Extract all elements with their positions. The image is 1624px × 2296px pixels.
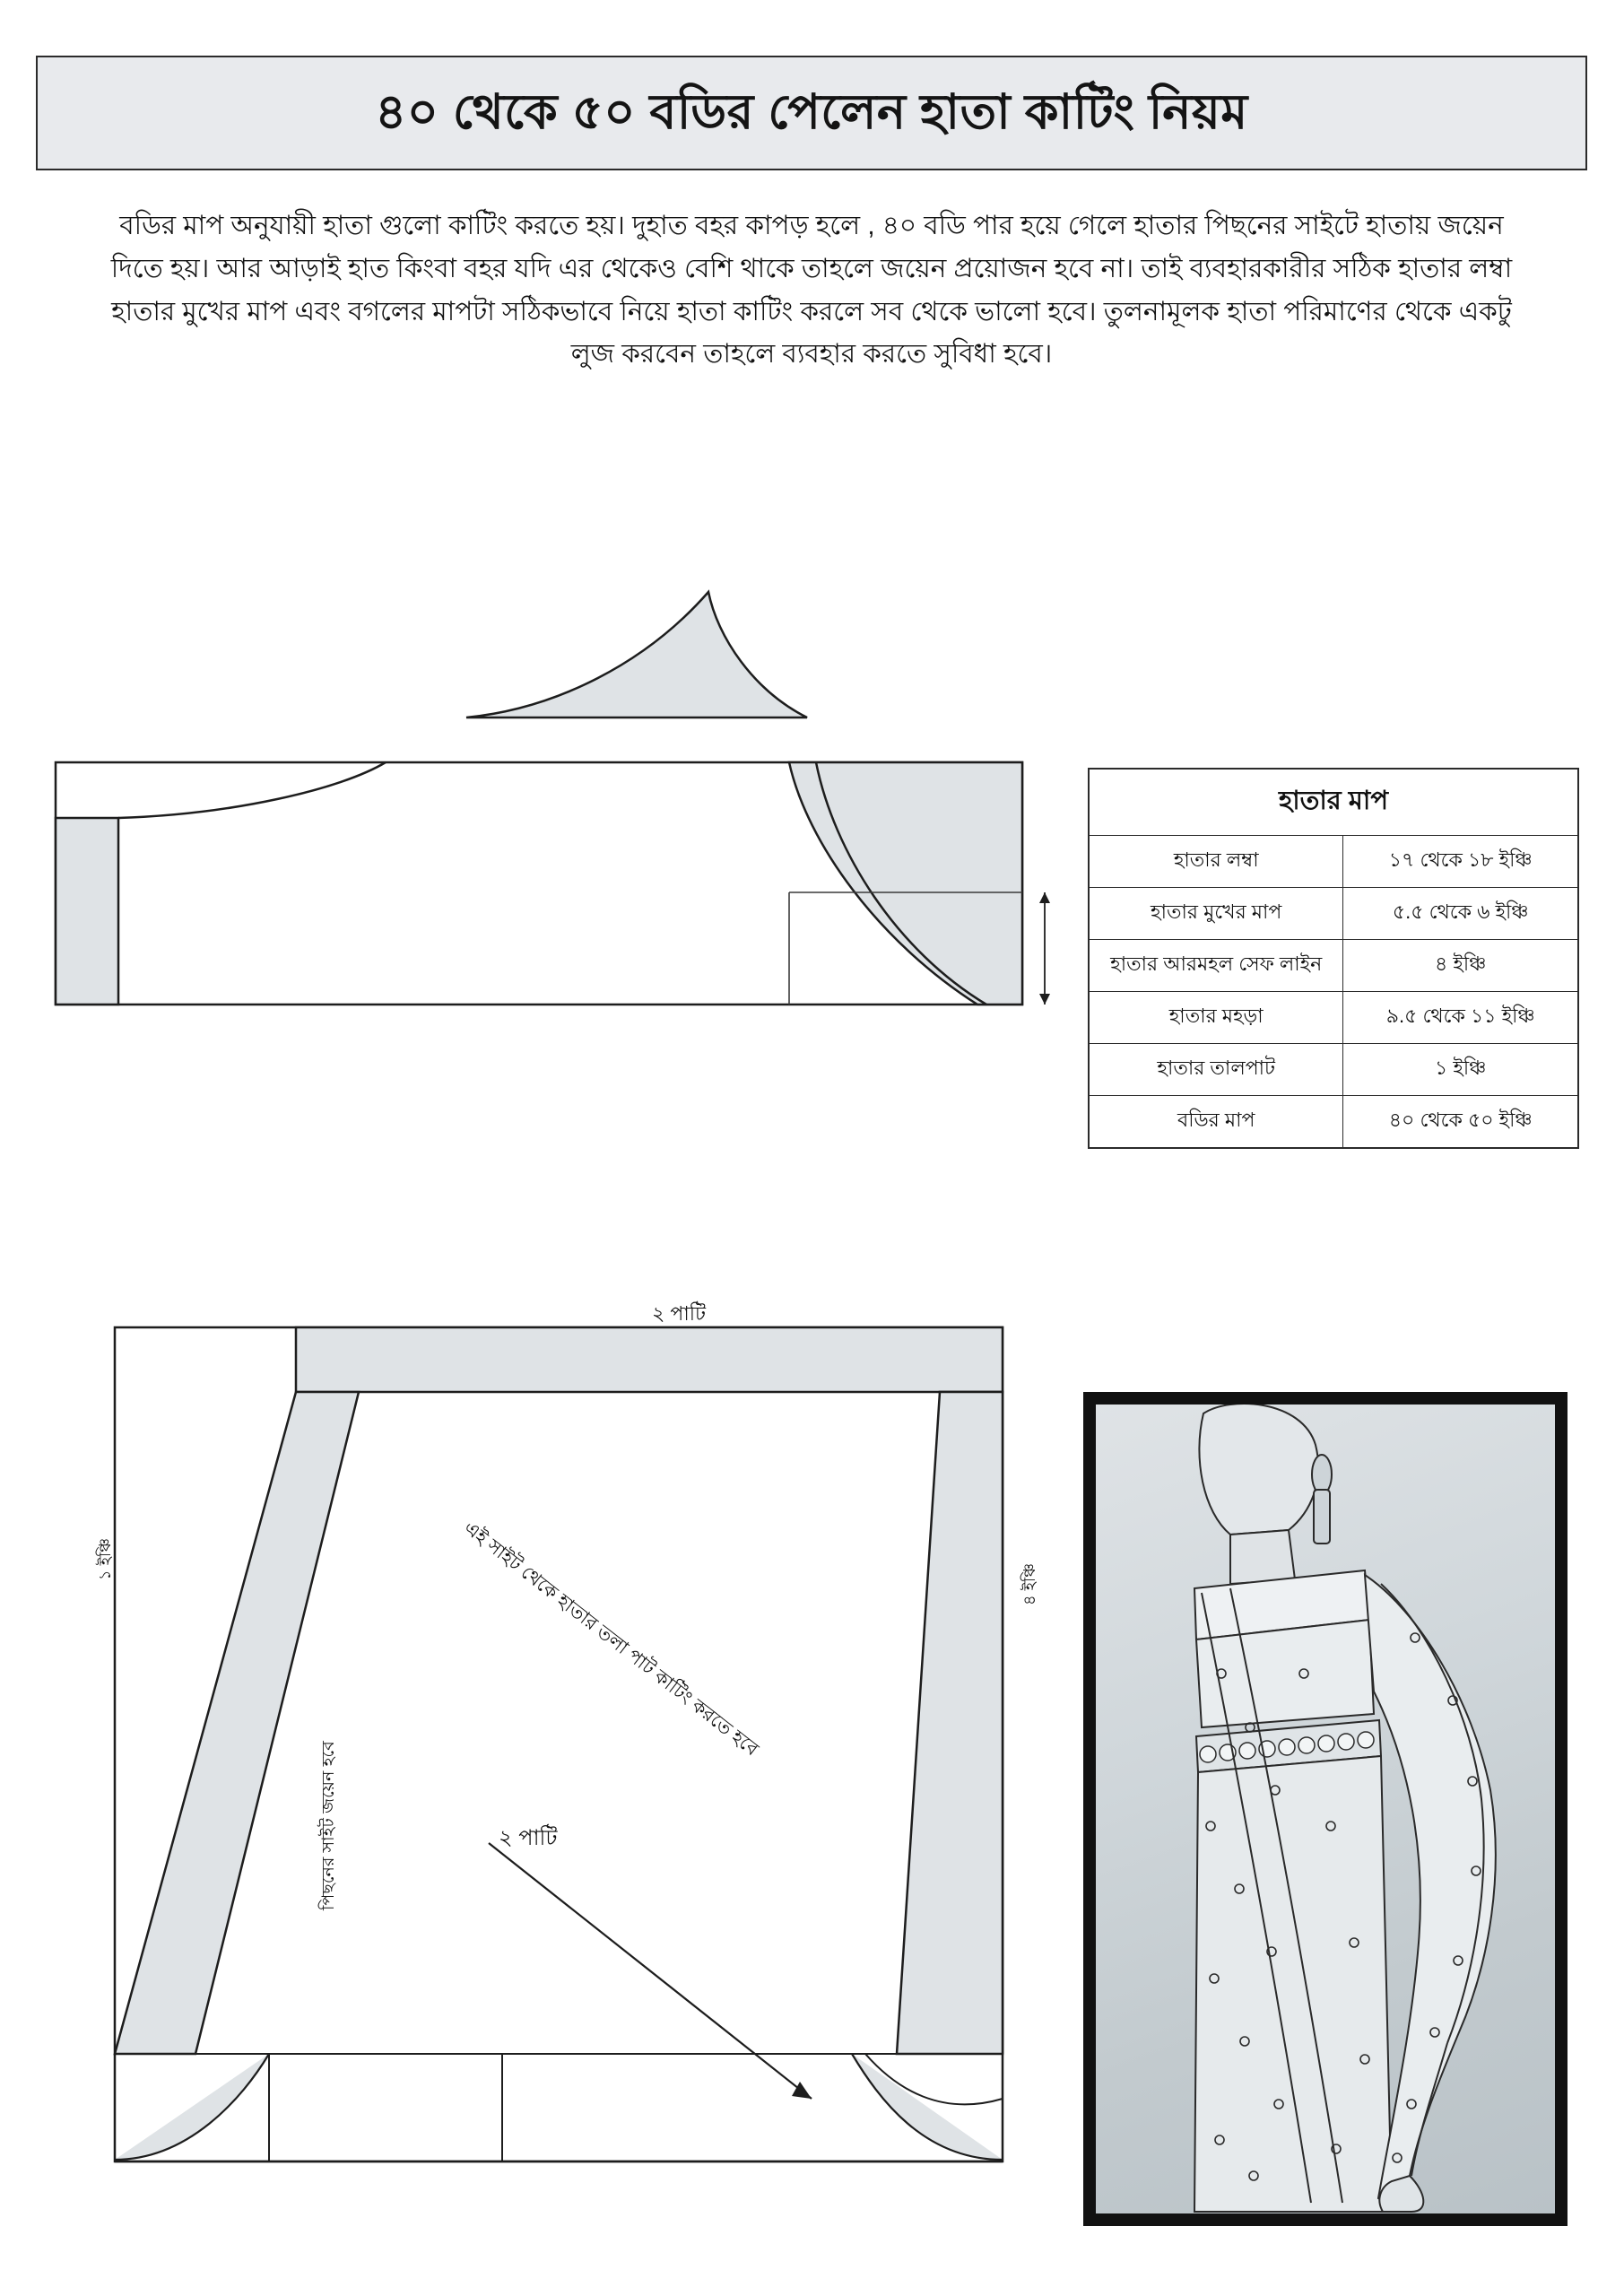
blouse-shape — [1196, 1620, 1374, 1727]
table-row — [1089, 836, 1578, 888]
talpat-piece — [466, 592, 807, 718]
table-cell-label: বডির মাপ — [1089, 1096, 1343, 1149]
table-row — [1089, 1044, 1578, 1096]
talpat-piece-label: ২ পাটি — [652, 1302, 707, 1325]
page-title-bar — [36, 56, 1587, 170]
illustration-figure-svg — [1096, 1405, 1555, 2213]
illustration-photo — [1096, 1405, 1555, 2213]
table-cell-value: ৯.৫ থেকে ১১ ইঞ্চি — [1343, 992, 1578, 1044]
sleeve-pattern-top-svg — [0, 583, 1076, 1211]
side-strip-label: ১ ইঞ্চি — [96, 1538, 114, 1580]
table-cell-label: হাতার লম্বা — [1089, 836, 1343, 888]
table-cell-label: হাতার মহড়া — [1089, 992, 1343, 1044]
table-row — [1089, 888, 1578, 940]
page-title: ৪০ থেকে ৫০ বডির পেলেন হাতা কাটিং নিয়ম — [375, 85, 1248, 140]
table-row — [1089, 992, 1578, 1044]
top-grey-band — [296, 1327, 1003, 1392]
bottom-piece-label: ২ পাটি — [499, 1826, 558, 1850]
left-grey-strip — [56, 818, 118, 1004]
sleeve-pattern-bottom-svg — [0, 1309, 1076, 2215]
bottom-arrow-label: এই সাইট থেকে হাতার তলা পাট কাটিং করতে হবে — [459, 1517, 762, 1761]
table-cell-value: ৫.৫ থেকে ৬ ইঞ্চি — [1343, 888, 1578, 940]
table-cell-value: ৪ ইঞ্চি — [1343, 940, 1578, 992]
bottom-vertical-label: পিছনের সাইট জয়েন হবে — [319, 1741, 338, 1910]
neck-shape — [1230, 1530, 1295, 1584]
table-cell-value: ১৭ থেকে ১৮ ইঞ্চি — [1343, 836, 1578, 888]
table-title: হাতার মাপ — [1089, 769, 1578, 836]
sleeve-pattern-diagram-bottom — [0, 1309, 1076, 2215]
intro-paragraph: বডির মাপ অনুযায়ী হাতা গুলো কাটিং করতে হয়। দুহাত বহর কাপড় হলে , ৪০ বডি পার হয়ে গেলে হাতার পিছনের সাইটে হাতায় জয়েন দিতে হয়। আর আড়াই হাত কিংবা বহর যদি এর থেকেও বেশি থাকে তাহলে জয়েন প্রয়োজন হবে না। তাই ব্যবহারকারীর সঠিক হাতার লম্বা হাতার মুখের মাপ এবং বগলের মাপটা সঠিকভাবে নিয়ে হাতা কাটিং করলে সব থেকে ভালো হবে। তুলনামূলক হাতা পরিমাণের থেকে একটু লুজ করবেন তাহলে ব্যবহার করতে সুবিধা হবে। — [110, 211, 1513, 370]
table-cell-value: ১ ইঞ্চি — [1343, 1044, 1578, 1096]
table-row — [1089, 940, 1578, 992]
measurement-table — [1088, 768, 1579, 1149]
illustration-photo-frame — [1083, 1392, 1568, 2226]
head-shape — [1199, 1405, 1318, 1535]
table-cell-label: হাতার মুখের মাপ — [1089, 888, 1343, 940]
skirt-shape — [1194, 1756, 1392, 2212]
table-cell-label: হাতার তালপাট — [1089, 1044, 1343, 1096]
table-cell-label: হাতার আরমহল সেফ লাইন — [1089, 940, 1343, 992]
table-cell-value: ৪০ থেকে ৫০ ইঞ্চি — [1343, 1096, 1578, 1149]
table-row — [1089, 1096, 1578, 1149]
table-header-row — [1089, 769, 1578, 836]
earring-icon — [1312, 1455, 1332, 1494]
right-vertical-label: ৪ ইঞ্চি — [1020, 1563, 1038, 1605]
